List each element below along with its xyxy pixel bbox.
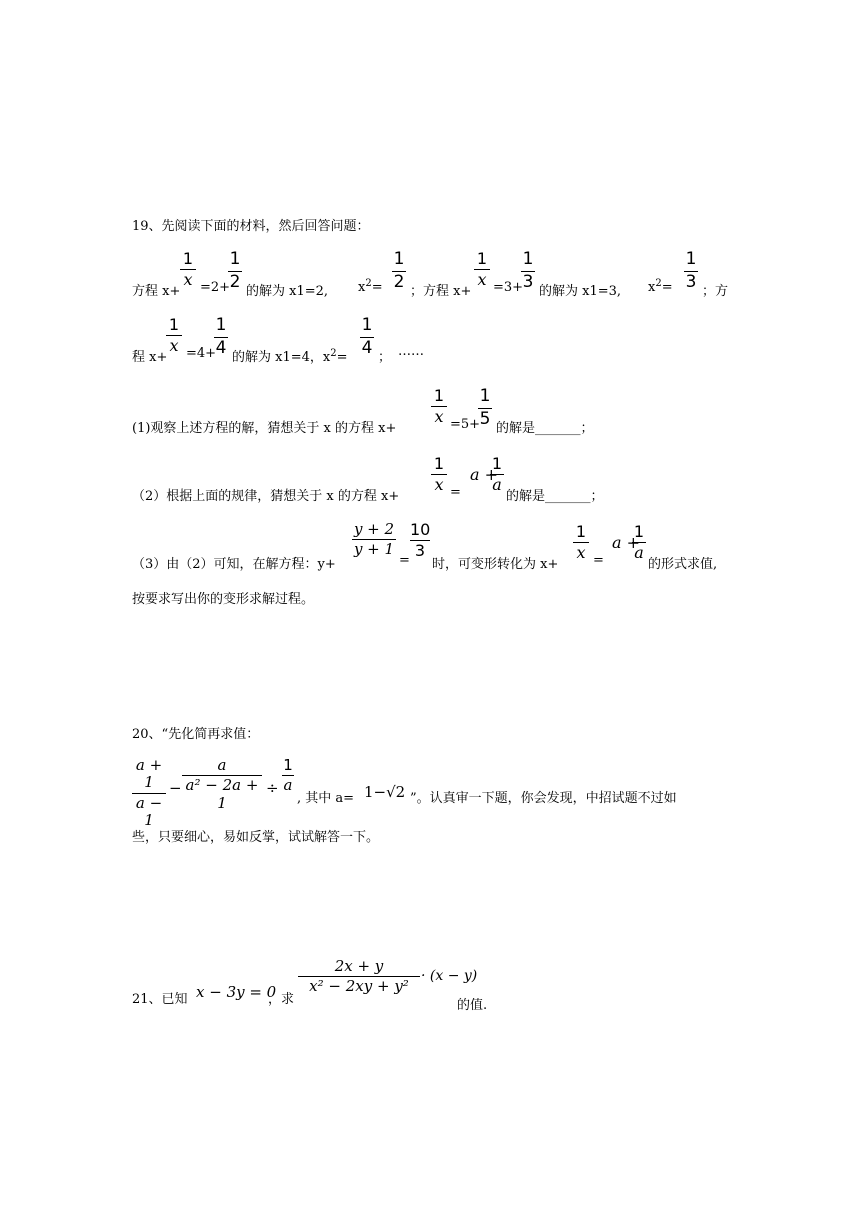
text: …… (398, 344, 424, 359)
text: ；方程 x+ (410, 284, 472, 299)
fraction-1-over-3: 1 3 (685, 249, 697, 292)
fraction-1-over-4: 1 4 (361, 315, 373, 358)
text: $x^2=$ (648, 278, 673, 295)
text: （2）根据上面的规律，猜想关于 x 的方程 x+ (132, 489, 400, 504)
text: 的解是_______； (496, 421, 594, 436)
text: 的值. (457, 998, 488, 1013)
fraction-2xy-over-poly: 2x + y x² − 2xy + y² (298, 958, 420, 996)
condition-expr: x − 3y = 0 (196, 983, 277, 1001)
text: 程 x+ (132, 350, 168, 365)
fraction-1-over-x: 1 x (166, 316, 182, 356)
text: 时，可变形转化为 x+ (432, 557, 559, 572)
text: =3+ (493, 280, 524, 295)
text: 按要求写出你的变形求解过程。 (132, 592, 315, 607)
fraction-10-over-3: 10 3 (410, 520, 431, 561)
fraction-a-over-poly: a a² − 2a + 1 (182, 757, 262, 812)
text: =5+ (450, 417, 481, 432)
q20-title: 20、“先化简再求值： (132, 727, 260, 742)
text: ； (378, 350, 392, 365)
fraction-1-over-x: 1 x (573, 523, 589, 563)
q19-title: 19、先阅读下面的材料，然后回答问题： (132, 219, 370, 234)
fraction-1-over-4: 1 4 (215, 315, 227, 358)
minus-sign: − (169, 779, 182, 797)
fraction-1-over-x: 1 x (180, 250, 196, 290)
text: = (593, 553, 604, 568)
text: = (399, 553, 410, 568)
text: , 其中 a= (297, 791, 355, 806)
fraction-1-over-x: 1 x (431, 387, 447, 427)
text: 21、已知 (132, 992, 188, 1007)
dot-expr: · (x − y) (421, 968, 478, 984)
text: 的解为 x1=2, (246, 284, 329, 299)
fraction-y2-over-y1: y + 2 y + 1 (353, 520, 395, 559)
fraction-a1-over-a-1: a + 1 a − 1 (132, 757, 166, 829)
text: 的解为 x1=3, (539, 284, 622, 299)
fraction-1-over-a: 1 a (283, 756, 293, 795)
text: 方程 x+ (132, 284, 181, 299)
fraction-1-over-x: 1 x (431, 455, 447, 495)
text: ；方 (702, 284, 729, 299)
fraction-1-over-3: 1 3 (522, 249, 534, 292)
text: = (450, 485, 461, 500)
fraction-1-over-a: 1 a (491, 454, 503, 495)
text: =2+ (200, 280, 231, 295)
fraction-1-over-5: 1 5 (479, 386, 491, 429)
text: 的形式求值, (648, 557, 718, 572)
text: ”。认真审一下题，你会发现，中招试题不过如 (410, 791, 677, 806)
text: (1)观察上述方程的解，猜想关于 x 的方程 x+ (132, 421, 397, 436)
text: 的解为 x1=4，$x^2=$ (232, 348, 348, 365)
text: 的解是_______； (506, 489, 604, 504)
fraction-1-over-2: 1 2 (393, 249, 405, 292)
divide-sign: ÷ (266, 779, 279, 797)
text: =4+ (186, 346, 217, 361)
text: （3）由（2）可知，在解方程：y+ (132, 557, 336, 572)
fraction-1-over-2: 1 2 (229, 249, 241, 292)
expr-a-plus: a + (470, 465, 499, 484)
text: $x^2=$ (358, 278, 383, 295)
expr-a-plus: a + (612, 533, 641, 552)
text: ，求 (268, 992, 295, 1007)
fraction-1-over-a: 1 a (633, 522, 645, 563)
value-expr: 1−√2 (364, 783, 406, 801)
text: 些，只要细心，易如反掌，试试解答一下。 (132, 830, 380, 845)
fraction-1-over-x: 1 x (474, 250, 490, 290)
